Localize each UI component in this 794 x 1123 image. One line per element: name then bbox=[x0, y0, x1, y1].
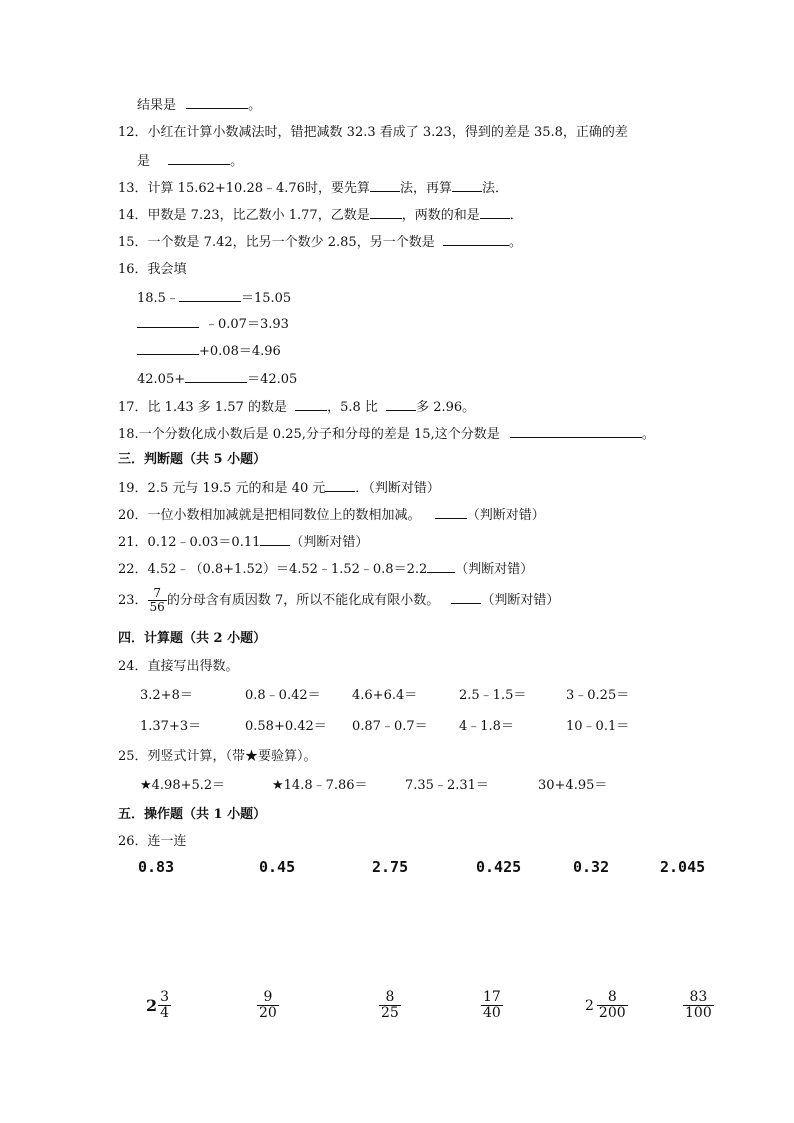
question-19: 19．2.5 元与 19.5 元的和是 40 元 ．（判断对错） bbox=[118, 481, 440, 496]
q16-row-2: ﹣0.07＝3.93 bbox=[137, 315, 289, 333]
answer-blank[interactable] bbox=[137, 342, 199, 355]
question-23: 23． $\frac{7}{56}$ 的分母含有质因数 7，所以不能化成有限小数。 （判断对错） bbox=[118, 586, 560, 615]
answer-blank[interactable] bbox=[370, 206, 402, 219]
q25-item: ★14.8﹣7.86＝ bbox=[272, 778, 368, 793]
q24-item: 2.5﹣1.5＝ bbox=[459, 688, 527, 703]
answer-blank[interactable] bbox=[185, 370, 247, 383]
section-3-heading: 三．判断题（共 5 小题） bbox=[118, 452, 267, 467]
answer-blank[interactable] bbox=[510, 425, 642, 438]
decimal-item[interactable]: 0.45 bbox=[259, 858, 296, 876]
q24-item: 4.6+6.4＝ bbox=[352, 688, 418, 703]
q24-item: 0.87﹣0.7＝ bbox=[352, 719, 428, 734]
question-22: 22．4.52﹣（0.8+1.52）＝4.52﹣1.52﹣0.8＝2.2 （判断对错） bbox=[118, 562, 534, 577]
fraction-item[interactable]: $\frac{17}{40}$ bbox=[483, 989, 501, 1022]
decimal-item[interactable]: 2.045 bbox=[660, 858, 706, 876]
decimal-item[interactable]: 0.32 bbox=[573, 858, 610, 876]
question-21: 21．0.12﹣0.03＝0.11 （判断对错） bbox=[118, 535, 369, 550]
question-24-title: 24．直接写出得数。 bbox=[118, 659, 239, 674]
q25-item: 30+4.95＝ bbox=[538, 778, 608, 793]
answer-blank[interactable] bbox=[370, 179, 400, 192]
q25-item: ★4.98+5.2＝ bbox=[140, 778, 226, 793]
q16-row-1: 18.5﹣ ＝15.05 bbox=[137, 291, 292, 306]
answer-blank[interactable] bbox=[451, 591, 481, 604]
section-4-heading: 四．计算题（共 2 小题） bbox=[118, 631, 267, 646]
q24-item: 4﹣1.8＝ bbox=[459, 719, 514, 734]
answer-blank[interactable] bbox=[325, 479, 355, 492]
q11-tail: 结果是 。 bbox=[137, 98, 262, 113]
q16-row-4: 42.05+ ＝42.05 bbox=[137, 372, 298, 387]
answer-blank[interactable] bbox=[435, 506, 467, 519]
q24-item: 0.58+0.42＝ bbox=[245, 719, 327, 734]
decimal-item[interactable]: 0.83 bbox=[138, 858, 175, 876]
answer-blank[interactable] bbox=[137, 315, 199, 328]
question-18: 18.一个分数化成小数后是 0.25,分子和分母的差是 15,这个分数是 。 bbox=[118, 427, 655, 442]
question-12: 12．小红在计算小数减法时，错把减数 32.3 看成了 3.23，得到的差是 35.8，正确的差 bbox=[118, 125, 628, 140]
question-12-line2: 是 。 bbox=[137, 154, 244, 169]
answer-blank[interactable] bbox=[443, 233, 509, 246]
fraction-item[interactable]: $\frac{83}{100}$ bbox=[685, 989, 712, 1022]
q24-item: 3﹣0.25＝ bbox=[566, 688, 630, 703]
answer-blank[interactable] bbox=[452, 179, 482, 192]
q24-item: 3.2+8＝ bbox=[140, 688, 193, 703]
decimal-item[interactable]: 0.425 bbox=[476, 858, 522, 876]
answer-blank[interactable] bbox=[295, 398, 327, 411]
fraction-item[interactable]: $\frac{9}{20}$ bbox=[259, 989, 277, 1022]
answer-blank[interactable] bbox=[168, 152, 230, 165]
q25-item: 7.35﹣2.31＝ bbox=[405, 778, 489, 793]
question-25-title: 25．列竖式计算，（带★要验算）。 bbox=[118, 749, 317, 764]
answer-blank[interactable] bbox=[186, 96, 248, 109]
fraction-item[interactable]: 2 $\frac{3}{4}$ bbox=[146, 989, 170, 1022]
q24-item: 10﹣0.1＝ bbox=[566, 719, 630, 734]
fraction-item[interactable]: $\frac{8}{25}$ bbox=[381, 989, 399, 1022]
decimal-item[interactable]: 2.75 bbox=[372, 858, 409, 876]
fraction-item[interactable]: 2 $\frac{8}{200}$ bbox=[585, 989, 626, 1022]
question-15: 15．一个数是 7.42，比另一个数少 2.85，另一个数是 。 bbox=[118, 235, 522, 250]
q24-item: 1.37+3＝ bbox=[140, 719, 202, 734]
answer-blank[interactable] bbox=[480, 206, 510, 219]
question-26-title: 26．连一连 bbox=[118, 834, 187, 849]
answer-blank[interactable] bbox=[386, 398, 416, 411]
q24-item: 0.8﹣0.42＝ bbox=[245, 688, 321, 703]
answer-blank[interactable] bbox=[260, 533, 290, 546]
question-13: 13．计算 15.62+10.28﹣4.76时，要先算 法，再算 法． bbox=[118, 181, 508, 196]
section-5-heading: 五．操作题（共 1 小题） bbox=[118, 807, 267, 822]
question-17: 17．比 1.43 多 1.57 的数是 ，5.8 比 多 2.96。 bbox=[118, 400, 476, 415]
answer-blank[interactable] bbox=[427, 560, 455, 573]
q16-row-3: +0.08＝4.96 bbox=[137, 342, 281, 360]
fraction: $\frac{7}{56}$ bbox=[149, 586, 165, 615]
question-16-title: 16．我会填 bbox=[118, 262, 187, 277]
question-14: 14．甲数是 7.23，比乙数小 1.77，乙数是 ，两数的和是 ． bbox=[118, 208, 523, 223]
answer-blank[interactable] bbox=[179, 289, 241, 302]
question-20: 20．一位小数相加减就是把相同数位上的数相加减。 （判断对错） bbox=[118, 508, 545, 523]
